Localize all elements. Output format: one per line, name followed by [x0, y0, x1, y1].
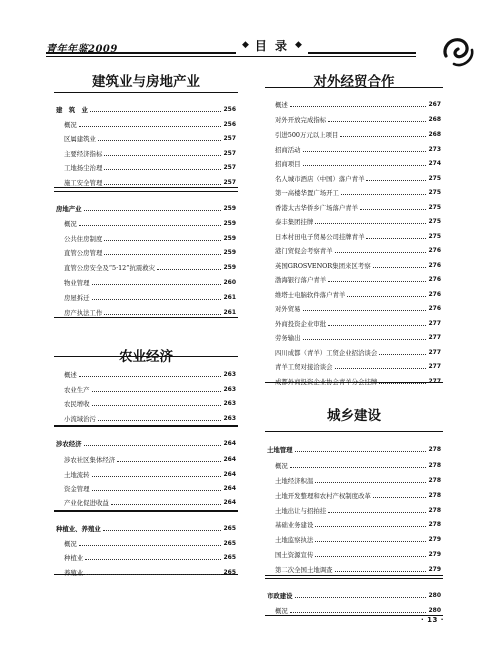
toc-entry-label: 养殖业	[64, 568, 84, 577]
toc-entry[interactable]	[267, 227, 441, 240]
section-title-urban-rural: 城乡建设	[327, 408, 381, 424]
dot-leader	[373, 497, 427, 498]
toc-entry-label: 房地产业	[56, 204, 82, 213]
toc-entry[interactable]	[56, 380, 236, 393]
dot-leader	[92, 299, 222, 300]
toc-entry-page: 259	[223, 235, 236, 242]
toc-entry-page: 278	[428, 507, 441, 514]
swirl-logo-icon	[440, 34, 476, 70]
toc-entry-page: 256	[223, 106, 236, 113]
dot-leader	[315, 541, 426, 542]
toc-entry-page: 278	[428, 446, 441, 453]
toc-entry-label: 土地管理	[267, 445, 293, 454]
toc-entry[interactable]	[56, 199, 236, 212]
toc-entry[interactable]	[267, 154, 441, 167]
toc-entry-label: 对外开放完成指标	[275, 115, 327, 124]
toc-entry-label: 引进500万元以上项目	[275, 130, 339, 139]
dot-leader	[379, 354, 426, 355]
toc-entry[interactable]	[267, 515, 441, 528]
toc-entry[interactable]	[56, 158, 236, 171]
toc-entry-page: 268	[428, 131, 441, 138]
toc-entry-label: 资金管理	[64, 484, 90, 493]
toc-entry[interactable]	[56, 173, 236, 186]
toc-entry[interactable]	[267, 212, 441, 225]
toc-entry-label: 港门贸促会考察青羊	[275, 246, 333, 255]
toc-entry[interactable]	[56, 273, 236, 286]
toc-heading	[236, 36, 308, 54]
toc-entry-label: 名人城市酒店（中国）落户青羊	[275, 174, 365, 183]
dot-leader	[104, 184, 221, 185]
dot-leader	[341, 194, 427, 195]
toc-entry-label: 第二次全国土地调查	[275, 565, 333, 574]
dot-leader	[104, 254, 221, 255]
toc-entry-label: 外商投资企业审批	[275, 319, 327, 328]
toc-entry-page: 257	[223, 179, 236, 186]
toc-entry[interactable]	[267, 486, 441, 499]
toc-entry-page: 261	[223, 309, 236, 316]
toc-entry[interactable]	[267, 95, 441, 108]
toc-entry[interactable]	[267, 183, 441, 196]
toc-heading-char-1: 目	[254, 38, 269, 53]
toc-entry-label: 基础业务建设	[275, 520, 314, 529]
toc-entry-label: 农民增收	[64, 399, 90, 408]
dot-leader	[303, 165, 427, 166]
toc-entry-page: 263	[223, 400, 236, 407]
toc-entry[interactable]	[267, 357, 441, 370]
toc-entry[interactable]	[267, 560, 441, 573]
toc-entry[interactable]	[56, 409, 236, 422]
toc-entry[interactable]	[267, 530, 441, 543]
toc-entry[interactable]	[267, 545, 441, 558]
toc-entry-label: 产业化促进收益	[64, 498, 109, 507]
dot-leader	[117, 461, 221, 462]
dot-leader	[328, 512, 426, 513]
page-number: · 13 ·	[421, 616, 444, 624]
dot-leader	[366, 180, 426, 181]
toc-entry-label: 四川成都（青羊）工贸企业招洽谈会	[275, 348, 378, 357]
dot-leader	[84, 445, 222, 446]
toc-entry-label: 概况	[64, 219, 77, 228]
toc-entry-label: 日本村田电子贸易公司挂牌青羊	[275, 232, 365, 241]
toc-entry[interactable]	[56, 394, 236, 407]
toc-entry[interactable]	[267, 110, 441, 123]
toc-entry-page: 264	[223, 499, 236, 506]
dot-leader	[92, 405, 222, 406]
toc-entry[interactable]	[56, 465, 236, 478]
toc-entry[interactable]	[56, 450, 236, 463]
toc-entry-label: 主要经济指标	[64, 149, 103, 158]
toc-entry-page: 265	[223, 569, 236, 576]
toc-entry-page: 268	[428, 116, 441, 123]
toc-entry[interactable]	[56, 229, 236, 242]
dot-leader	[328, 281, 426, 282]
dot-leader	[347, 296, 426, 297]
toc-entry-label: 土地出让与招拍挂	[275, 506, 327, 515]
toc-entry-page: 276	[428, 291, 441, 298]
toc-entry-page: 274	[428, 160, 441, 167]
toc-entry-page: 259	[223, 205, 236, 212]
toc-entry-page: 276	[428, 276, 441, 283]
dot-leader	[315, 526, 426, 527]
toc-entry-page: 275	[428, 218, 441, 225]
toc-entry-page: 275	[428, 175, 441, 182]
toc-entry[interactable]	[267, 299, 441, 312]
toc-entry-page: 264	[223, 440, 236, 447]
toc-entry-page: 277	[428, 378, 441, 385]
toc-entry-page: 265	[223, 540, 236, 547]
toc-entry-page: 276	[428, 305, 441, 312]
toc-entry[interactable]	[267, 169, 441, 182]
dot-leader	[335, 368, 427, 369]
dot-leader	[104, 155, 221, 156]
book-title: 青年年鉴2009	[46, 44, 118, 55]
toc-entry[interactable]	[267, 125, 441, 138]
toc-entry[interactable]	[56, 144, 236, 157]
dot-leader	[303, 310, 427, 311]
toc-entry-page: 275	[428, 233, 441, 240]
dot-leader	[295, 597, 427, 598]
dot-leader	[92, 476, 222, 477]
dot-leader	[290, 612, 427, 613]
toc-entry-page: 279	[428, 536, 441, 543]
toc-entry-label: 农业生产	[64, 385, 90, 394]
dot-leader	[98, 140, 222, 141]
toc-entry[interactable]	[267, 270, 441, 283]
toc-entry-page: 278	[428, 492, 441, 499]
dot-leader	[360, 209, 426, 210]
toc-entry[interactable]	[267, 140, 441, 153]
toc-entry-label: 第一高楼华置广场开工	[275, 188, 339, 197]
dot-leader	[315, 482, 426, 483]
toc-entry-label: 直管公房管理	[64, 248, 103, 257]
toc-entry-label: 招商项目	[275, 159, 301, 168]
toc-entry[interactable]	[56, 479, 236, 492]
toc-entry-label: 英国GROSVENOR集团来区考察	[275, 261, 371, 270]
toc-entry-label: 概述	[275, 100, 288, 109]
dot-leader	[295, 451, 427, 452]
toc-entry-page: 264	[223, 471, 236, 478]
toc-entry-label: 房屋拆迁	[64, 293, 90, 302]
toc-heading-char-2: 录	[274, 38, 289, 53]
toc-entry-page: 259	[223, 249, 236, 256]
diamond-left-icon: ◆	[242, 40, 249, 50]
toc-entry-label: 劳务输出	[275, 333, 301, 342]
toc-entry[interactable]	[267, 440, 441, 453]
toc-entry-page: 256	[223, 121, 236, 128]
toc-entry[interactable]	[267, 501, 441, 514]
toc-entry-label: 种植业、养殖业	[56, 524, 101, 533]
toc-entry-label: 种植业	[64, 553, 84, 562]
toc-entry[interactable]	[267, 471, 441, 484]
dot-leader	[92, 391, 222, 392]
section-title-agriculture: 农业经济	[119, 349, 173, 365]
toc-entry-label: 概况	[275, 606, 288, 615]
dot-leader	[92, 284, 222, 285]
toc-entry-label: 成都外商投资企业协会青羊分会挂牌	[275, 377, 378, 386]
toc-entry-label: 泰丰集团挂牌	[275, 217, 314, 226]
toc-entry-page: 280	[428, 607, 441, 614]
dot-leader	[85, 559, 221, 560]
toc-entry-label: 香港太古华侨乡广场落户青羊	[275, 203, 359, 212]
toc-entry-page: 276	[428, 247, 441, 254]
toc-entry-label: 概况	[275, 461, 288, 470]
dot-leader	[98, 420, 222, 421]
dot-leader	[366, 238, 426, 239]
toc-entry-page: 259	[223, 220, 236, 227]
toc-entry-page: 263	[223, 371, 236, 378]
toc-entry-page: 273	[428, 146, 441, 153]
dot-leader	[335, 252, 427, 253]
toc-entry-page: 267	[428, 101, 441, 108]
toc-entry[interactable]	[267, 285, 441, 298]
toc-entry-page: 265	[223, 554, 236, 561]
toc-entry[interactable]	[56, 548, 236, 561]
section-title-construction: 建筑业与房地产业	[92, 74, 200, 90]
toc-entry[interactable]	[56, 214, 236, 227]
dot-leader	[79, 126, 222, 127]
toc-entry-page: 278	[428, 462, 441, 469]
dot-leader	[328, 325, 426, 326]
dot-leader	[328, 121, 426, 122]
toc-entry[interactable]	[56, 534, 236, 547]
toc-entry-page: 279	[428, 566, 441, 573]
toc-entry-label: 维塔士电脑软件落户青羊	[275, 290, 346, 299]
dot-leader	[373, 267, 427, 268]
toc-entry-page: 257	[223, 150, 236, 157]
dot-leader	[104, 169, 221, 170]
toc-entry[interactable]	[56, 115, 236, 128]
toc-entry-page: 265	[223, 525, 236, 532]
dot-leader	[79, 376, 222, 377]
toc-entry[interactable]	[267, 601, 441, 614]
toc-entry-label: 土地开发整理和农村产权制度改革	[275, 491, 371, 500]
toc-entry-page: 259	[223, 264, 236, 271]
dot-leader	[104, 240, 221, 241]
toc-entry[interactable]	[267, 198, 441, 211]
toc-entry[interactable]	[267, 372, 441, 385]
dot-leader	[157, 269, 221, 270]
toc-entry-page: 277	[428, 363, 441, 370]
toc-entry[interactable]	[56, 288, 236, 301]
dot-leader	[315, 223, 426, 224]
toc-entry[interactable]	[56, 365, 236, 378]
toc-entry-label: 房产执法工作	[64, 308, 103, 317]
section-title-foreign-trade: 对外经贸合作	[313, 74, 395, 90]
diamond-right-icon: ◆	[294, 40, 302, 50]
dot-leader	[379, 383, 426, 384]
toc-entry-label: 国土资源宣传	[275, 550, 314, 559]
toc-entry[interactable]	[56, 100, 236, 113]
toc-entry-label: 物业管理	[64, 278, 90, 287]
header-rule-thin	[46, 56, 416, 57]
toc-entry[interactable]	[56, 303, 236, 316]
toc-entry-page: 263	[223, 386, 236, 393]
toc-entry-page: 278	[428, 477, 441, 484]
dot-leader	[92, 490, 222, 491]
toc-entry[interactable]	[56, 493, 236, 506]
toc-entry-page: 275	[428, 204, 441, 211]
toc-entry[interactable]	[267, 456, 441, 469]
toc-entry-label: 青羊工贸对接洽谈会	[275, 362, 333, 371]
dot-leader	[90, 111, 222, 112]
toc-entry[interactable]	[267, 586, 441, 599]
dot-leader	[315, 556, 426, 557]
dot-leader	[290, 467, 427, 468]
dot-leader	[340, 136, 426, 137]
toc-entry-page: 257	[223, 135, 236, 142]
dot-leader	[303, 151, 427, 152]
toc-entry[interactable]	[56, 519, 236, 532]
toc-entry-label: 施工安全管理	[64, 178, 103, 187]
toc-entry-label: 公共住房制度	[64, 234, 103, 243]
toc-entry-label: 概述	[64, 370, 77, 379]
toc-entry-label: 直管公房安全及“5·12”抗震救灾	[64, 263, 156, 272]
dot-leader	[85, 574, 221, 575]
toc-entry[interactable]	[56, 258, 236, 271]
toc-entry-label: 区属建筑业	[64, 134, 96, 143]
toc-entry-page: 279	[428, 551, 441, 558]
toc-entry-page: 260	[223, 279, 236, 286]
toc-entry-page: 277	[428, 320, 441, 327]
dot-leader	[79, 545, 222, 546]
toc-entry-page: 275	[428, 189, 441, 196]
toc-entry-label: 概况	[64, 120, 77, 129]
toc-entry[interactable]	[267, 314, 441, 327]
dot-leader	[104, 314, 221, 315]
toc-entry-page: 277	[428, 349, 441, 356]
toc-entry-page: 257	[223, 164, 236, 171]
toc-entry-label: 工地扬尘治理	[64, 163, 103, 172]
toc-entry-page: 264	[223, 456, 236, 463]
toc-entry-label: 土地监察执法	[275, 535, 314, 544]
page-header	[22, 14, 458, 60]
toc-entry[interactable]	[56, 243, 236, 256]
toc-entry-page: 263	[223, 415, 236, 422]
toc-entry[interactable]	[56, 434, 236, 447]
toc-entry-label: 土地经济积温	[275, 476, 314, 485]
toc-entry[interactable]	[267, 343, 441, 356]
toc-entry-page: 280	[428, 592, 441, 599]
toc-entry[interactable]	[267, 241, 441, 254]
dot-leader	[335, 571, 427, 572]
toc-entry-page: 278	[428, 521, 441, 528]
toc-entry[interactable]	[56, 129, 236, 142]
toc-entry[interactable]	[267, 328, 441, 341]
dot-leader	[303, 339, 427, 340]
toc-entry-label: 渤海银行落户青羊	[275, 275, 327, 284]
toc-entry-label: 对外贸易	[275, 304, 301, 313]
toc-entry-label: 涉农社区集体经济	[64, 455, 116, 464]
toc-entry-label: 涉农经济	[56, 439, 82, 448]
toc-entry-page: 277	[428, 334, 441, 341]
dot-leader	[103, 530, 222, 531]
dot-leader	[111, 504, 222, 505]
dot-leader	[84, 210, 222, 211]
toc-entry-label: 小流域治污	[64, 414, 96, 423]
toc-entry-label: 招商活动	[275, 145, 301, 154]
toc-entry-label: 建 筑 业	[56, 105, 88, 114]
toc-entry-label: 土地流转	[64, 470, 90, 479]
toc-entry-page: 264	[223, 485, 236, 492]
toc-entry-label: 概况	[64, 539, 77, 548]
toc-entry[interactable]	[267, 256, 441, 269]
toc-entry-label: 市政建设	[267, 591, 293, 600]
dot-leader	[290, 106, 427, 107]
dot-leader	[79, 225, 222, 226]
toc-entry-page: 261	[223, 294, 236, 301]
toc-entry[interactable]	[56, 563, 236, 576]
toc-entry-page: 276	[428, 262, 441, 269]
